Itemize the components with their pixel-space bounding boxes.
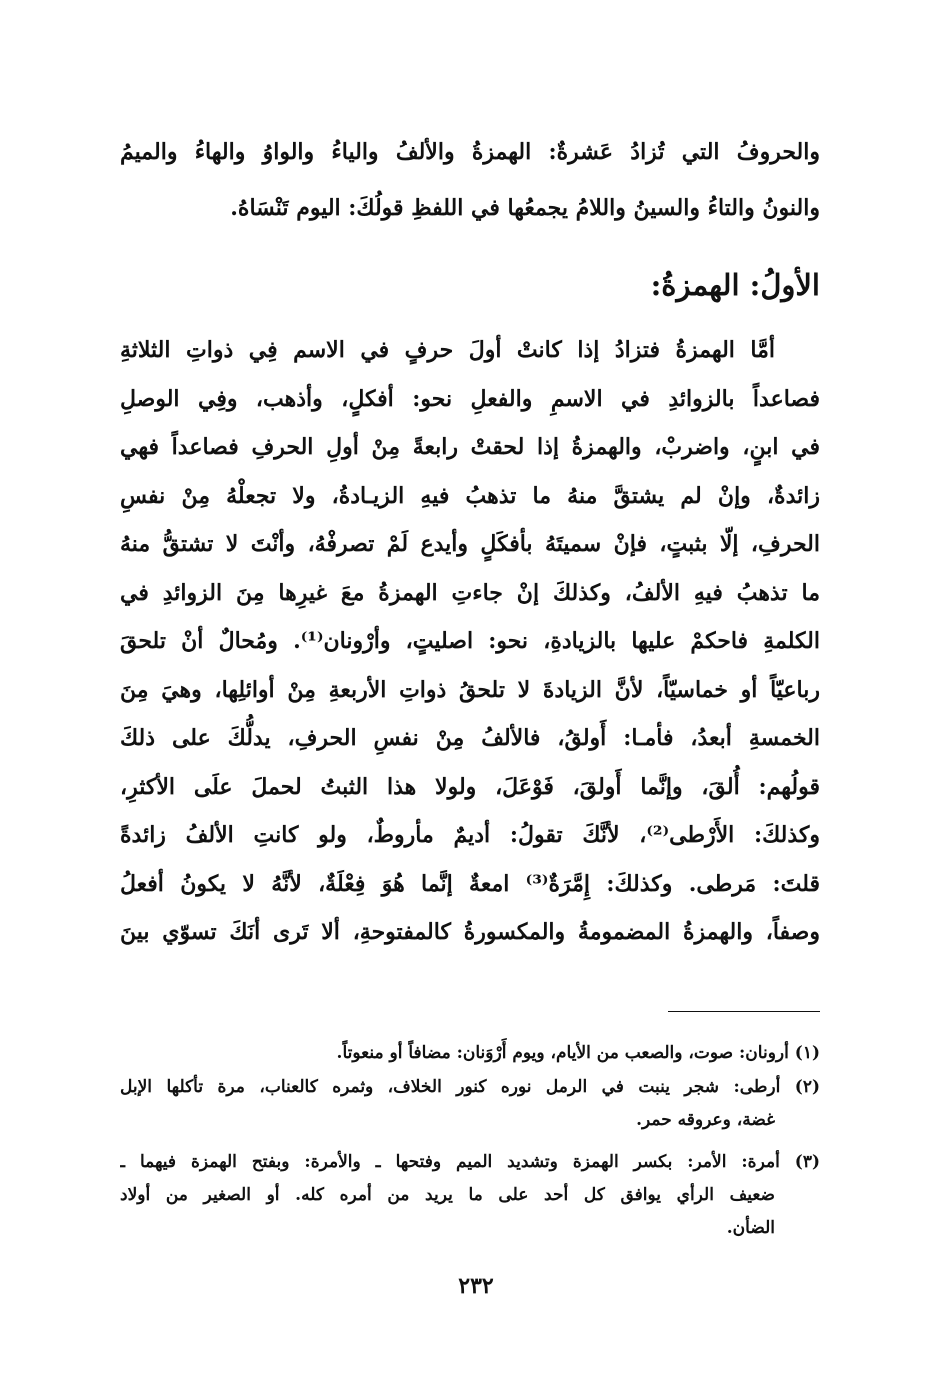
body-line: وصفاً، والهمزةُ المضمومةُ والمكسورةُ كالمفتوحةِ، ألا تَرى أنَكَ تسوّي بينَ xyxy=(120,919,820,945)
section-heading: الأولُ: الهمزةُ: xyxy=(650,268,820,302)
footnote-line: ضعيف الرأي يوافق كل أحد على ما يريد من أمره كله. أو الصغير من أولاد xyxy=(120,1185,775,1205)
body-paragraph xyxy=(120,326,820,957)
body-line: ما تذهبُ فيهِ الألفُ، وكذلكَ إنْ جاءتِ الهمزةُ معَ غيرِها مِنَ الزوائدِ في xyxy=(120,579,820,606)
body-line: في ابنٍ، واضربْ، والهمزةُ إذا لحقتْ رابعةً مِنْ أولِ الحرفِ فصاعداً فهي xyxy=(120,434,820,460)
footnote-line: غضة، وعروقه حمر. xyxy=(636,1110,775,1130)
footnote-1 xyxy=(120,1037,820,1070)
footnote-line: (٣) أمرة: الأمر: بكسر الهمزة وتشديد الميم وفتحها ـ والأمرة: وبفتح الهمزة فيهما ـ xyxy=(120,1152,820,1172)
body-line: الكلمةِ فاحكمْ عليها بالزيادةِ، نحو: اصليتٍ، وأرْونان⁽¹⁾. ومُحالٌ أنْ تلحقَ xyxy=(120,628,820,654)
intro-line: والنونُ والتاءُ والسينُ واللامُ يجمعُها في اللفظِ قولُكَ: اليوم تَنْسَاهُ. xyxy=(230,195,820,221)
footnote-divider xyxy=(668,1011,820,1012)
body-line: وكذلكَ: الأَرْطى⁽²⁾، لأنَّكَ تقولُ: أديمٌ مأروطٌ، ولو كانتِ الألفُ زائدةً xyxy=(120,822,820,848)
footnote-line: الضأن. xyxy=(726,1218,775,1238)
footnote-2 xyxy=(120,1071,820,1137)
body-line: الحرفِ، إلّا بثبتٍ، فإنْ سميتَهُ بأفكَلٍ وأيدع لَمْ تصرفْهُ، وأنْتَ لا تشتقُّ منهُ xyxy=(120,531,820,557)
body-line: فصاعداً بالزوائدِ في الاسمِ والفعلِ نحو: أفكلٍ، وأذهب، وفِي الوصلِ xyxy=(120,385,820,412)
body-line: أمَّا الهمزةُ فتزادُ إذا كانتْ أولَ حرفٍ في الاسم فِي ذواتِ الثلاثةِ xyxy=(120,337,775,363)
body-line: رباعيّاً أو خماسيّاً، لأنَّ الزيادةَ لا تلحقُ ذواتِ الأربعةِ مِنْ أوائلِها، وهيَ مِنَ xyxy=(120,676,820,703)
footnote-line: (٢) أرطى: شجر ينبت في الرمل نوره كنور الخلاف، وثمره كالعناب، مرة تأكلها الإبل xyxy=(120,1077,820,1097)
page-number: ٢٣٢ xyxy=(458,1273,494,1299)
body-line: الخمسةِ أبعدُ، فأمـا: أَولقُ، فالألفُ مِنْ نفسِ الحرفِ، يدلُّكَ على ذلكَ xyxy=(120,725,820,751)
intro-paragraph xyxy=(120,124,820,236)
body-line: قلتَ: مَرطى. وكذلكَ: إِمَّرَةٌ⁽³⁾ امعةٌ إنَّما هُوَ فِعْلَةٌ، لأنَّهُ لا يكونُ أفعلُ xyxy=(120,870,820,897)
body-line: قولُهم: أُلقَ، وإنَّما أَولقَ، فَوْعَلَ، ولولا هذا الثبتُ لحملَ علَى الأكثرِ، xyxy=(120,773,820,800)
body-line: زائدةٌ، وإنْ لم يشتقَّ منهُ ما تذهبُ فيهِ الزيـادةُ، ولا تجعلْهُ مِنْ نفسِ xyxy=(120,482,820,509)
footnote-line: (١) أرونان: صوت، والصعب من الأيام، ويوم أَرْوَنان: مضافاً أو منعوتاً. xyxy=(336,1043,820,1063)
intro-line: والحروفُ التي تُزادُ عَشرةٌ: الهمزةُ والألفُ والياءُ والواوُ والهاءُ والميمُ xyxy=(120,139,820,165)
footnote-3 xyxy=(120,1146,820,1245)
